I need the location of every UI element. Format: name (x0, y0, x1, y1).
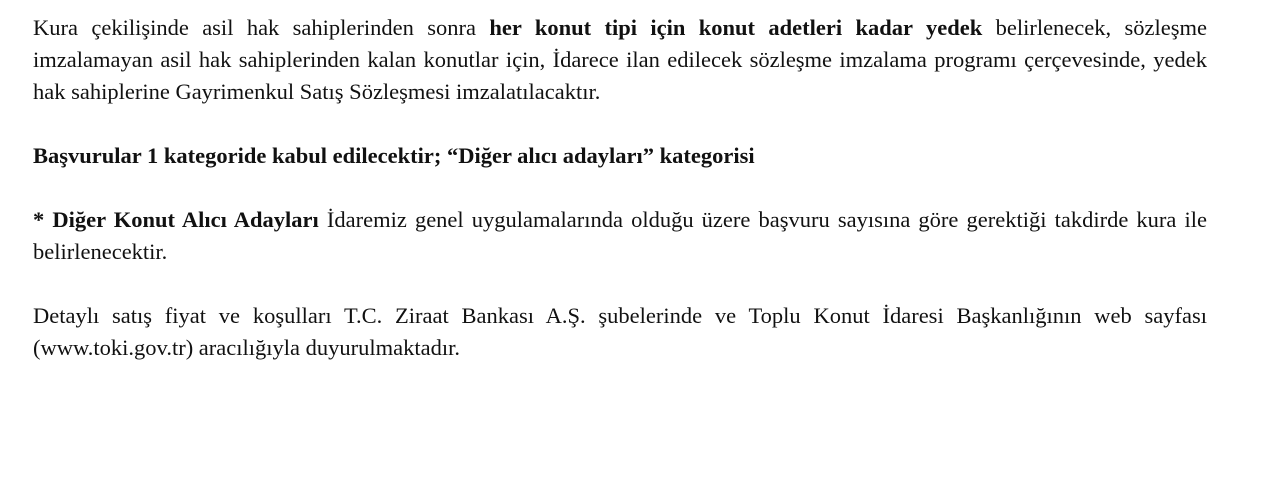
paragraph-other-buyers (33, 204, 1207, 268)
paragraph-text: İdaremiz genel uygulamalarında olduğu üzere başvuru sayısına göre gerektiği takdirde kura ile belirlenecektir. (33, 207, 1207, 264)
document-body (33, 12, 1207, 364)
paragraph-bold-text: her konut tipi için konut adetleri kadar yedek (489, 15, 983, 40)
paragraph-lottery-reserves (33, 12, 1207, 108)
paragraph-sale-details (33, 300, 1207, 364)
paragraph-bold-text: Başvurular 1 kategoride kabul edilecektir; “Diğer alıcı adayları” kategorisi (33, 143, 755, 168)
paragraph-text: Detaylı satış fiyat ve koşulları T.C. Ziraat Bankası A.Ş. şubelerinde ve Toplu Konut İdaresi Başkanlığının web sayfası (www.toki.gov.tr) aracılığıyla duyurulmaktadır. (33, 303, 1207, 360)
paragraph-text: Kura çekilişinde asil hak sahiplerinden sonra (33, 15, 490, 40)
paragraph-application-categories (33, 140, 1207, 172)
paragraph-text: belirlenecek, sözleşme imzalamayan asil hak sahiplerinden kalan konutlar için, İdarece ilan edilecek sözleşme imzalama programı çerçevesinde, yedek hak sahiplerine Gayrimenkul Satış Sözleşmesi imzalatılacaktır. (33, 15, 1207, 104)
paragraph-bold-text: * Diğer Konut Alıcı Adayları (33, 207, 319, 232)
